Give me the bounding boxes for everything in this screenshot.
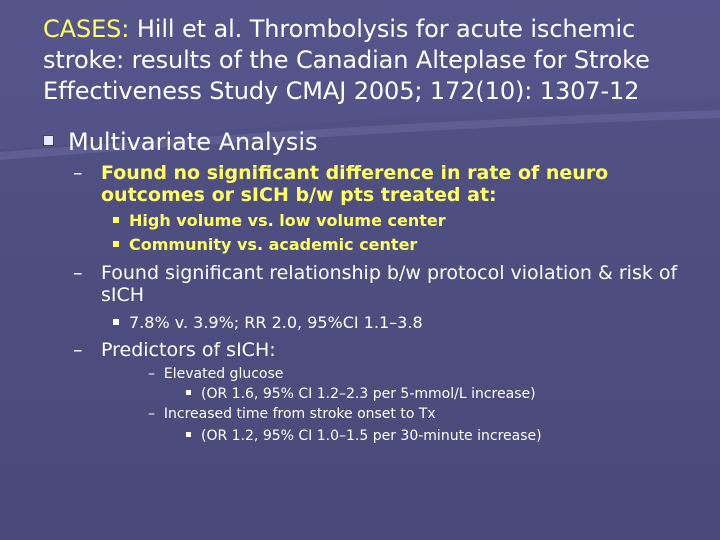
predictor-time-detail	[186, 427, 542, 446]
square-bullet-icon	[113, 241, 119, 247]
sub-bullet-text: High volume vs. low volume center	[129, 211, 446, 230]
predictor-detail: (OR 1.6, 95% CI 1.2–2.3 per 5-mmol/L increase)	[201, 386, 536, 402]
predictor-label: Increased time from stroke onset to Tx	[163, 406, 436, 422]
finding-text: Found significant relationship b/w protocol violation & risk of sICH	[101, 262, 678, 306]
finding-no-difference	[73, 162, 683, 206]
predictor-detail: (OR 1.2, 95% CI 1.0–1.5 per 30-minute increase)	[201, 428, 542, 444]
square-bullet-icon	[113, 217, 119, 223]
slide-title	[43, 14, 703, 107]
sub-bullet-stats	[113, 311, 423, 335]
predictor-label: Elevated glucose	[163, 366, 284, 382]
predictor-glucose	[148, 365, 283, 384]
dash-marker: –	[73, 339, 83, 361]
square-bullet-icon	[186, 432, 191, 437]
predictor-time	[148, 405, 436, 424]
finding-text: Found no significant difference in rate of neuro outcomes or sICH b/w pts treated at:	[101, 162, 609, 206]
sub-bullet-text: Community vs. academic center	[129, 235, 418, 254]
finding-text: Predictors of sICH:	[101, 339, 276, 361]
square-bullet-icon	[113, 319, 119, 325]
dash-marker: –	[148, 366, 155, 382]
sub-bullet-volume	[113, 209, 446, 233]
dash-marker: –	[73, 262, 83, 284]
square-bullet-icon	[43, 135, 54, 146]
dash-marker: –	[73, 162, 83, 184]
title-prefix: CASES:	[43, 15, 130, 43]
bullet-multivariate-analysis	[43, 128, 318, 156]
title-citation: Hill et al. Thrombolysis for acute ischemic stroke: results of the Canadian Alteplase for Stroke Effectiveness Study CMAJ 2005; 172(10): 1307-12	[43, 15, 650, 105]
dash-marker: –	[148, 406, 155, 422]
square-bullet-icon	[186, 390, 191, 395]
sub-bullet-text: 7.8% v. 3.9%; RR 2.0, 95%CI 1.1–3.8	[129, 313, 423, 332]
predictor-glucose-detail	[186, 385, 536, 404]
bullet-label: Multivariate Analysis	[68, 128, 318, 156]
finding-protocol-violation	[73, 262, 683, 306]
sub-bullet-community	[113, 233, 417, 257]
finding-predictors	[73, 339, 683, 361]
